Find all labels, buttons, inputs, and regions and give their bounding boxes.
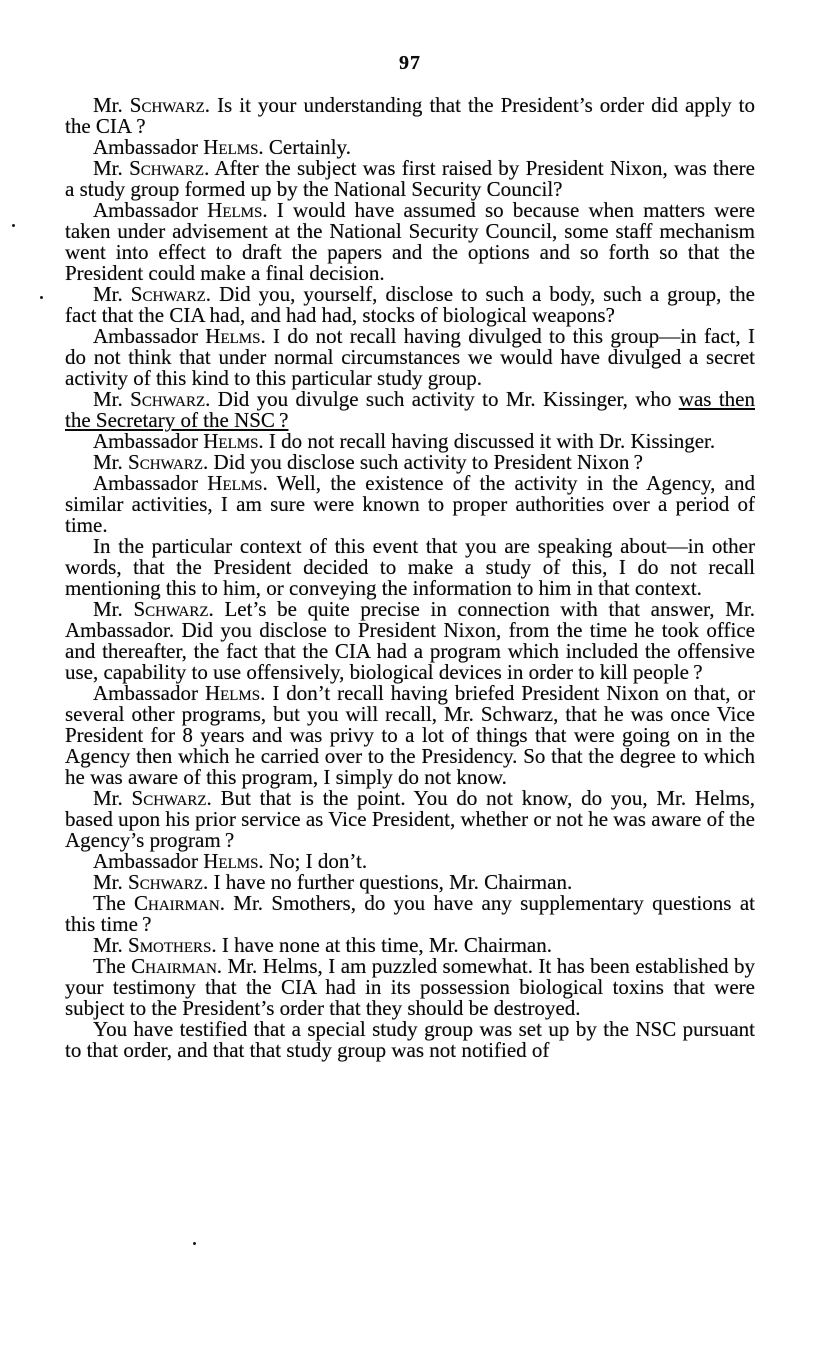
text-run: . Did you, yourself, disclose to such a body, such a group, the fact that the CIA had, and had had, stocks of biological weapons?: [65, 282, 755, 327]
speaker-name: Helms: [205, 324, 261, 348]
speaker-name: Schwarz: [128, 450, 204, 474]
text-run: Mr.: [93, 597, 134, 621]
paragraph: [65, 872, 755, 893]
paragraph: [65, 893, 755, 935]
text-run: Mr.: [93, 156, 130, 180]
text-run: . I would have assumed so because when matters were taken under advisement at the National Security Council, some staff mechanism went into effect to draft the papers and the options and so forth so that the President could make a final decision.: [65, 198, 755, 285]
speaker-name: Helms: [203, 429, 259, 453]
speaker-name: Helms: [207, 198, 263, 222]
text-run: Ambassador: [93, 429, 204, 453]
paragraph: [65, 452, 755, 473]
text-run: Ambassador: [93, 681, 205, 705]
paragraph: [65, 599, 755, 683]
text-run: . After the subject was first raised by President Nixon, was there a study group formed up by the National Security Council?: [65, 156, 755, 201]
paragraph: [65, 95, 755, 137]
text-run: Ambassador: [93, 198, 208, 222]
text-run: You have testified that a special study group was set up by the NSC pursuant to that order, and that that study group was not notified of: [65, 1017, 755, 1062]
paragraph: [65, 473, 755, 536]
text-run: . Is it your understanding that the President’s order did apply to the CIA ?: [65, 93, 755, 138]
speaker-name: Schwarz: [133, 597, 209, 621]
speaker-name: Schwarz: [130, 387, 206, 411]
text-run: . I do not recall having discussed it with Dr. Kissinger.: [258, 429, 716, 453]
underlined-text: was then the Secretary of the NSC ?: [65, 387, 755, 432]
text-run: Ambassador: [93, 324, 206, 348]
speaker-name: Smothers: [128, 933, 212, 957]
speaker-name: Helms: [207, 471, 263, 495]
text-run: Mr.: [93, 387, 131, 411]
paragraph: [65, 536, 755, 599]
transcript: [65, 95, 755, 1061]
paragraph: [65, 788, 755, 851]
text-run: Mr.: [93, 786, 132, 810]
text-run: Mr.: [93, 870, 129, 894]
speaker-name: Chairman: [134, 891, 220, 915]
text-run: . Certainly.: [258, 135, 351, 159]
paragraph: [65, 326, 755, 389]
text-run: The: [93, 891, 134, 915]
text-run: . I don’t recall having briefed President Nixon on that, or several other programs, but you will recall, Mr. Schwarz, that he was once Vice President for 8 years and was privy to a lot of things that were going on in the Agency then which he carried over to the Presidency. So that the degree to which he was aware of this program, I simply do not know.: [65, 681, 755, 789]
paragraph: [65, 935, 755, 956]
speaker-name: Helms: [204, 681, 261, 705]
text-run: . I do not recall having divulged to this group—in fact, I do not think that under normal circumstances we would have divulged a secret activity of this kind to this particular study group.: [65, 324, 755, 390]
text-run: . Let’s be quite precise in connection with that answer, Mr. Ambassador. Did you disclose to President Nixon, from the time he took office and thereafter, the fact that the CIA had a program which included the offensive use, capability to use offensively, biological devices in order to kill people ?: [65, 597, 755, 684]
scan-speck: [40, 296, 43, 299]
speaker-name: Schwarz: [131, 786, 207, 810]
speaker-name: Chairman: [131, 954, 217, 978]
paragraph: [65, 158, 755, 200]
page-number: 97: [399, 52, 421, 74]
text-run: Mr.: [93, 450, 129, 474]
text-run: Ambassador: [93, 849, 204, 873]
text-run: Mr.: [93, 93, 130, 117]
speaker-name: Schwarz: [129, 156, 205, 180]
paragraph: [65, 389, 755, 431]
text-run: . Did you disclose such activity to President Nixon ?: [203, 450, 643, 474]
text-run: . Did you divulge such activity to Mr. Kissinger, who: [205, 387, 679, 411]
speaker-name: Helms: [203, 135, 259, 159]
speaker-name: Schwarz: [129, 93, 205, 117]
text-run: . I have no further questions, Mr. Chairman.: [203, 870, 573, 894]
scan-speck: [12, 224, 15, 227]
paragraph: [65, 200, 755, 284]
text-run: Mr.: [93, 282, 131, 306]
paragraph: [65, 431, 755, 452]
text-run: Ambassador: [93, 471, 208, 495]
text-run: . No; I don’t.: [258, 849, 368, 873]
text-run: In the particular context of this event that you are speaking about—in other words, that the President decided to make a study of this, I do not recall mentioning this to him, or conveying the information to him in that context.: [65, 534, 755, 600]
speaker-name: Schwarz: [128, 870, 204, 894]
text-run: The: [93, 954, 132, 978]
paragraph: [65, 851, 755, 872]
text-run: . Mr. Helms, I am puzzled somewhat. It has been established by your testimony that the CIA had in its possession biological toxins that were subject to the President’s order that they should be destroyed.: [65, 954, 755, 1020]
paragraph: [65, 683, 755, 788]
paragraph: [65, 284, 755, 326]
paragraph: [65, 137, 755, 158]
text-run: . But that is the point. You do not know, do you, Mr. Helms, based upon his prior service as Vice President, whether or not he was aware of the Agency’s program ?: [65, 786, 755, 852]
speaker-name: Schwarz: [130, 282, 206, 306]
paragraph: [65, 1019, 755, 1061]
paragraph: [65, 956, 755, 1019]
speaker-name: Helms: [203, 849, 259, 873]
scan-speck: [193, 1242, 196, 1245]
text-run: . Well, the existence of the activity in the Agency, and similar activities, I am sure were known to proper authorities over a period of time.: [65, 471, 755, 537]
text-run: . Mr. Smothers, do you have any supplementary questions at this time ?: [65, 891, 755, 936]
text-run: Mr.: [93, 933, 129, 957]
text-run: Ambassador: [93, 135, 204, 159]
text-run: . I have none at this time, Mr. Chairman.: [211, 933, 552, 957]
